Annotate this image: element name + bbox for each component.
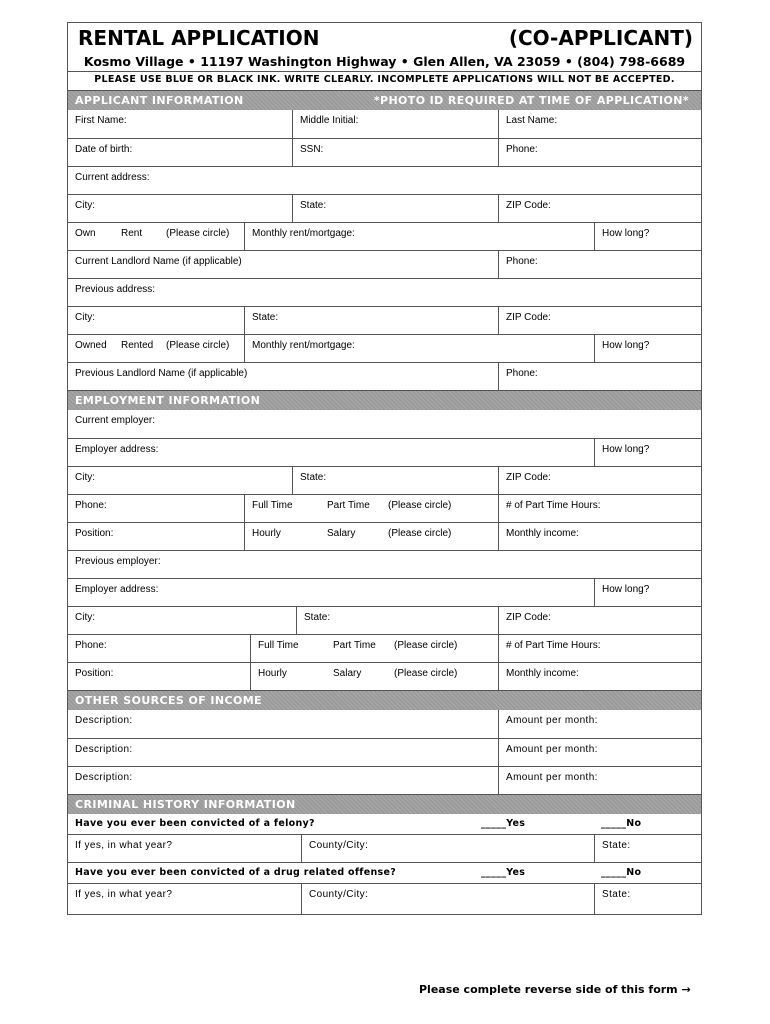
prev-employer-phone-row <box>68 635 701 663</box>
full-time-option[interactable]: Full Time <box>244 495 320 522</box>
rented-option[interactable]: Rented <box>121 340 154 351</box>
photo-id-notice: *PHOTO ID REQUIRED AT TIME OF APPLICATION* <box>373 94 689 107</box>
dob-row <box>68 139 701 167</box>
previous-address-field[interactable]: Previous address: <box>75 284 156 295</box>
prev-how-long-field[interactable]: How long? <box>594 335 703 362</box>
owned-option[interactable]: Owned <box>75 340 107 351</box>
prev-employer-city-field[interactable]: City: <box>75 612 95 623</box>
income-row <box>68 767 701 795</box>
current-city-row <box>68 195 701 223</box>
felony-no-option[interactable]: _____No <box>601 818 642 829</box>
drug-yes-option[interactable]: _____Yes <box>481 867 526 878</box>
income-amount-field[interactable]: Amount per month: <box>498 739 703 766</box>
prev-position-row <box>68 663 701 691</box>
felony-yes-option[interactable]: _____Yes <box>481 818 526 829</box>
prev-part-time-hours-field[interactable]: # of Part Time Hours: <box>498 635 703 662</box>
ink-notice: PLEASE USE BLUE OR BLACK INK. WRITE CLEARLY. INCOMPLETE APPLICATIONS WILL NOT BE ACCEPTED. <box>94 74 675 85</box>
income-description-field[interactable]: Description: <box>75 744 133 755</box>
applicant-section-title: APPLICANT INFORMATION <box>75 94 244 107</box>
felony-year-field[interactable]: If yes, in what year? <box>75 840 173 851</box>
prev-employer-zip-field[interactable]: ZIP Code: <box>498 607 703 634</box>
drug-no-option[interactable]: _____No <box>601 867 642 878</box>
current-address-row <box>68 167 701 195</box>
income-row <box>68 739 701 767</box>
prev-full-time-option[interactable]: Full Time <box>250 635 326 662</box>
position-field[interactable]: Position: <box>75 528 114 539</box>
current-tenure-row <box>68 223 701 251</box>
part-time-option[interactable]: Part Time <box>327 500 370 511</box>
prev-city-field[interactable]: City: <box>75 312 95 323</box>
employer-city-row <box>68 467 701 495</box>
landlord-phone-field[interactable]: Phone: <box>498 251 703 278</box>
drug-details-row <box>68 883 701 915</box>
rental-application-form <box>67 22 702 915</box>
previous-tenure-row <box>68 335 701 363</box>
employer-phone-row <box>68 495 701 523</box>
employer-phone-field[interactable]: Phone: <box>75 500 107 511</box>
criminal-section-title: CRIMINAL HISTORY INFORMATION <box>75 798 296 811</box>
employer-city-field[interactable]: City: <box>75 472 95 483</box>
previous-employer-row <box>68 551 701 579</box>
prev-employer-state-field[interactable]: State: <box>296 607 498 634</box>
employer-address-field[interactable]: Employer address: <box>75 444 159 455</box>
phone-field[interactable]: Phone: <box>498 139 703 166</box>
previous-address-row <box>68 279 701 307</box>
other-income-section-header <box>68 691 701 710</box>
divider <box>68 71 701 72</box>
applicant-section-header <box>68 91 701 110</box>
prev-zip-field[interactable]: ZIP Code: <box>498 307 703 334</box>
employment-how-long-field[interactable]: How long? <box>594 439 703 466</box>
current-landlord-field[interactable]: Current Landlord Name (if applicable) <box>75 256 242 267</box>
zip-field[interactable]: ZIP Code: <box>498 195 703 222</box>
other-income-section-title: OTHER SOURCES OF INCOME <box>75 694 262 707</box>
monthly-rent-field[interactable]: Monthly rent/mortgage: <box>244 223 594 250</box>
drug-county-field[interactable]: County/City: <box>301 884 594 915</box>
current-employer-row <box>68 410 701 439</box>
employment-section-header <box>68 391 701 410</box>
please-circle-label: (Please circle) <box>388 528 452 539</box>
previous-landlord-field[interactable]: Previous Landlord Name (if applicable) <box>75 368 248 379</box>
prev-landlord-phone-field[interactable]: Phone: <box>498 363 703 390</box>
income-amount-field[interactable]: Amount per month: <box>498 710 703 738</box>
income-description-field[interactable]: Description: <box>75 772 133 783</box>
dob-field[interactable]: Date of birth: <box>75 144 133 155</box>
income-row <box>68 710 701 739</box>
drug-year-field[interactable]: If yes, in what year? <box>75 889 173 900</box>
income-amount-field[interactable]: Amount per month: <box>498 767 703 794</box>
how-long-field[interactable]: How long? <box>594 223 703 250</box>
previous-employer-field[interactable]: Previous employer: <box>75 556 161 567</box>
employer-state-field[interactable]: State: <box>292 467 498 494</box>
employment-section-title: EMPLOYMENT INFORMATION <box>75 394 261 407</box>
state-field[interactable]: State: <box>292 195 498 222</box>
prev-monthly-income-field[interactable]: Monthly income: <box>498 663 703 690</box>
prev-employer-city-row <box>68 607 701 635</box>
felony-state-field[interactable]: State: <box>594 835 703 862</box>
middle-initial-field[interactable]: Middle Initial: <box>292 110 498 138</box>
name-row <box>68 110 701 139</box>
prev-hourly-option[interactable]: Hourly <box>250 663 326 690</box>
part-time-hours-field[interactable]: # of Part Time Hours: <box>498 495 703 522</box>
prev-employment-how-long-field[interactable]: How long? <box>594 579 703 606</box>
felony-county-field[interactable]: County/City: <box>301 835 594 862</box>
last-name-field[interactable]: Last Name: <box>498 110 703 138</box>
rent-option[interactable]: Rent <box>121 228 143 239</box>
ssn-field[interactable]: SSN: <box>292 139 498 166</box>
city-field[interactable]: City: <box>75 200 95 211</box>
first-name-field[interactable]: First Name: <box>75 115 127 126</box>
prev-employer-phone-field[interactable]: Phone: <box>75 640 107 651</box>
please-circle-label: (Please circle) <box>166 340 230 351</box>
co-applicant-label: (CO-APPLICANT) <box>508 26 693 50</box>
please-circle-label: (Please circle) <box>388 500 452 511</box>
position-row <box>68 523 701 551</box>
previous-landlord-row <box>68 363 701 391</box>
please-circle-label: (Please circle) <box>394 640 458 651</box>
hourly-option[interactable]: Hourly <box>244 523 320 550</box>
drug-question-row <box>68 863 701 883</box>
current-address-field[interactable]: Current address: <box>75 172 150 183</box>
income-description-field[interactable]: Description: <box>75 715 133 726</box>
prev-employer-address-field[interactable]: Employer address: <box>75 584 159 595</box>
criminal-section-header <box>68 795 701 814</box>
please-circle-label: (Please circle) <box>166 228 230 239</box>
employer-address-row <box>68 439 701 467</box>
current-employer-field[interactable]: Current employer: <box>75 415 156 426</box>
felony-details-row <box>68 834 701 863</box>
employer-zip-field[interactable]: ZIP Code: <box>498 467 703 494</box>
form-title: RENTAL APPLICATION <box>78 26 320 50</box>
felony-question: Have you ever been convicted of a felony? <box>75 818 315 829</box>
previous-city-row <box>68 307 701 335</box>
prev-position-field[interactable]: Position: <box>75 668 114 679</box>
prev-salary-option[interactable]: Salary <box>333 668 362 679</box>
prev-state-field[interactable]: State: <box>244 307 498 334</box>
prev-part-time-option[interactable]: Part Time <box>333 640 376 651</box>
please-circle-label: (Please circle) <box>394 668 458 679</box>
current-landlord-row <box>68 251 701 279</box>
prev-monthly-rent-field[interactable]: Monthly rent/mortgage: <box>244 335 594 362</box>
prev-employer-address-row <box>68 579 701 607</box>
drug-question: Have you ever been convicted of a drug related offense? <box>75 867 397 878</box>
monthly-income-field[interactable]: Monthly income: <box>498 523 703 550</box>
felony-question-row <box>68 814 701 834</box>
property-address: Kosmo Village • 11197 Washington Highway • Glen Allen, VA 23059 • (804) 798-6689 <box>83 54 686 69</box>
salary-option[interactable]: Salary <box>327 528 356 539</box>
reverse-side-note: Please complete reverse side of this form → <box>419 983 691 996</box>
drug-state-field[interactable]: State: <box>594 884 703 915</box>
own-option[interactable]: Own <box>75 228 96 239</box>
